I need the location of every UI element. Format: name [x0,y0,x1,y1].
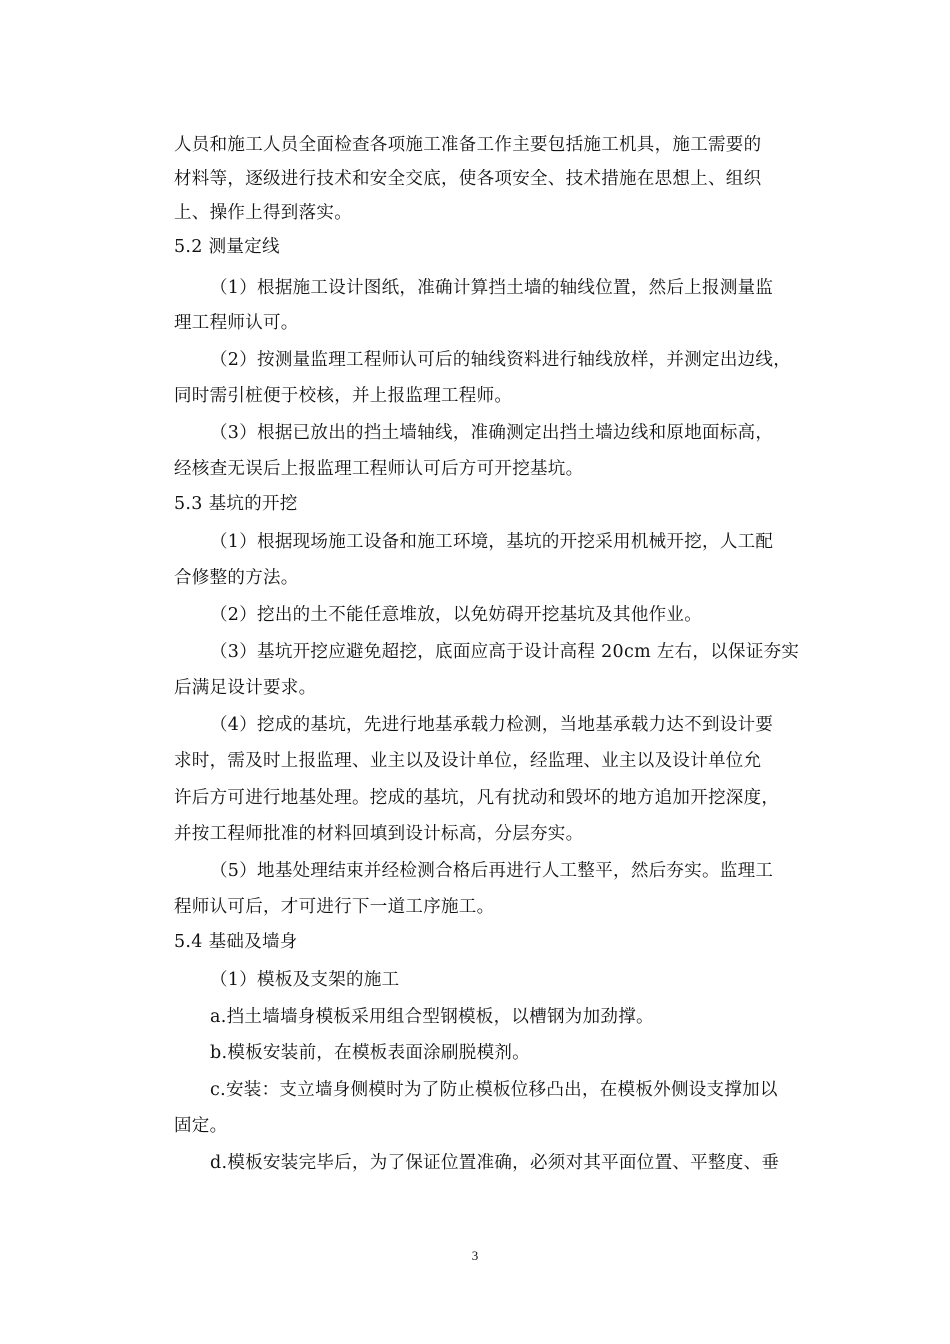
text-line: a.挡土墙墙身模板采用组合型钢模板，以槽钢为加劲撑。 [210,1007,654,1027]
text-line: （3）基坑开挖应避免超挖，底面应高于设计高程 20cm 左右，以保证夯实 [210,642,800,662]
text-line: 许后方可进行地基处理。挖成的基坑，凡有扰动和毁坏的地方追加开挖深度， [174,788,780,808]
section-heading-5-2: 5.2 测量定线 [174,237,280,257]
text-line: （2）挖出的土不能任意堆放，以免妨碍开挖基坑及其他作业。 [210,605,703,625]
text-line: 程师认可后，才可进行下一道工序施工。 [174,897,495,917]
section-heading-5-3: 5.3 基坑的开挖 [174,494,298,514]
text-line: 固定。 [174,1116,228,1136]
text-line: c.安装：支立墙身侧模时为了防止模板位移凸出，在模板外侧设支撑加以 [210,1080,778,1100]
text-line: （2）按测量监理工程师认可后的轴线资料进行轴线放样，并测定出边线， [210,350,792,370]
text-line: 上、操作上得到落实。 [174,203,352,223]
text-line: 合修整的方法。 [174,568,299,588]
text-line: b.模板安装前，在模板表面涂刷脱模剂。 [210,1043,530,1063]
text-line: （3）根据已放出的挡土墙轴线，准确测定出挡土墙边线和原地面标高， [210,423,774,443]
text-line: 求时，需及时上报监理、业主以及设计单位，经监理、业主以及设计单位允 [174,751,762,771]
text-line: （5）地基处理结束并经检测合格后再进行人工整平，然后夯实。监理工 [210,861,774,881]
text-line: 材料等，逐级进行技术和安全交底，使各项安全、技术措施在思想上、组织 [174,169,762,189]
text-line: （1）根据施工设计图纸，准确计算挡土墙的轴线位置，然后上报测量监 [210,278,774,298]
text-line: 同时需引桩便于校核，并上报监理工程师。 [174,386,513,406]
page-number: 3 [471,1248,479,1263]
text-line: （4）挖成的基坑，先进行地基承载力检测，当地基承载力达不到设计要 [210,715,774,735]
text-line: 并按工程师批准的材料回填到设计标高，分层夯实。 [174,824,584,844]
text-line: d.模板安装完毕后，为了保证位置准确，必须对其平面位置、平整度、垂 [210,1153,780,1173]
text-line: 理工程师认可。 [174,313,299,333]
section-heading-5-4: 5.4 基础及墙身 [174,932,298,952]
text-line: 后满足设计要求。 [174,678,317,698]
text-line: （1）模板及支架的施工 [210,970,400,990]
text-line: 人员和施工人员全面检查各项施工准备工作主要包括施工机具，施工需要的 [174,135,762,155]
text-line: 经核查无误后上报监理工程师认可后方可开挖基坑。 [174,459,584,479]
text-line: （1）根据现场施工设备和施工环境，基坑的开挖采用机械开挖，人工配 [210,532,774,552]
